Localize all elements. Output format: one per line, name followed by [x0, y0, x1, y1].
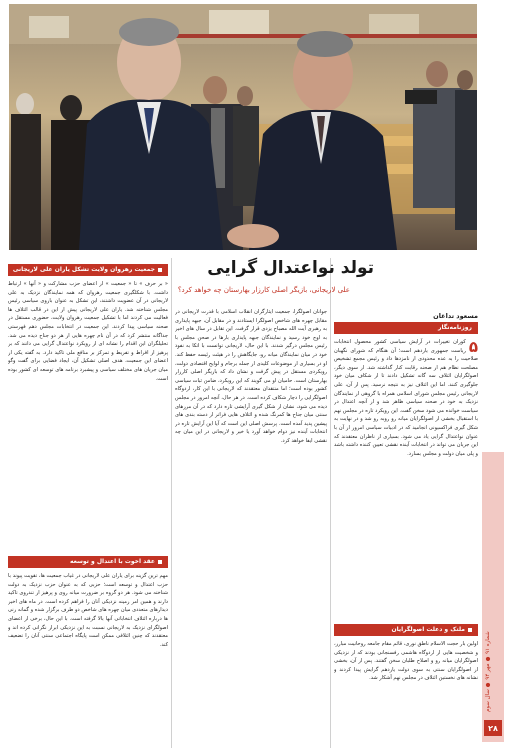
column-right-lower-text: اولین بار حجت الاسلام ناطق نوری، قائم مقام جامعه روحانیت مبارز، و شخصیت هایی از اردوگاه هاشمی رفسنجانی بودند که از نزدیکی اصولگرایان میانه رو و اصلاح طلبان سخن گفتند. پس از آن، بخشی از اصولگرایان سنتی به سوی دولت یازدهم گرایش پیدا کردند و نشانه های نخستین ائتلاف در مجلس نهم آشکار شد. [334, 641, 478, 682]
column-middle-text: جوانان اصولگرا، جمعیت ایثارگران انقلاب اسلامی با قدرت لاریجانی در مقابل چهره های شاخص اصولگرا ایستادند و در مقابل آن، جبهه پایداری به رهبری آیت الله مصباح یزدی قرار گرفت. این تقابل در سال های اخیر به اوج خود رسید و نمایندگان جبهه پایداری بارها در صحن مجلس با رئیس مجلس درگیر شدند. با این حال، لاریجانی توانست با اتکا به نفوذ خود در میان نمایندگان میانه رو، جایگاهش را در هیئت رئیسه حفظ کند. او در بسیاری از موضوعات کلیدی از جمله برجام و لوایح اقتصادی دولت، رویکردی مستقل در پیش گرفت و نشان داد که بازیگر اصلی کارزار بهارستان است. حامیان او می گویند که این رویکرد، ضامن ثبات سیاسی کشور بوده است؛ اما منتقدان معتقدند که لاریجانی با این کار، اردوگاه اصولگرایی را دچار شکاف کرده است. در هر حال، آنچه امروز در مجلس دیده می شود، نشان از شکل گیری آرایشی تازه دارد که در آن مرزهای سنتی میان جناح ها کمرنگ شده و ائتلاف هایی فراتر از دسته بندی های پیشین پدید آمده است. پرسش اصلی این است که آیا این آرایش تازه در انتخابات آینده نیز دوام خواهد آورد یا خیر و لاریجانی در این میان چه نقشی ایفا خواهد کرد. [175, 309, 327, 444]
article-column-right-lower [334, 640, 478, 748]
page-number: ۲۸ [484, 720, 502, 736]
section-head-left [8, 264, 168, 276]
handshake-photo-illustration [9, 4, 477, 250]
section-head-left-label: جمعیت رهروان ولایت تشکل یاران علی لاریجانی [12, 266, 155, 273]
article-photo [9, 4, 477, 250]
column-divider [330, 258, 331, 748]
article-subhead: علی لاریجانی، بازیگر اصلی کارزار بهارستان چه خواهد کرد؟ [177, 286, 350, 294]
column-right-text: کوران تغییرات در آرایش سیاسی کشور محصول انتخابات ریاست جمهوری یازدهم است؛ آن هنگام که شورای نگهبان صلاحیت را به عده محدودی از نامزدها داد و رئیس مجمع تشخیص مصلحت نظام هم از صحنه رقابت کنار گذاشته شد. از سوی دیگر، اصولگرایان ائتلاف سه گانه تشکیل دادند تا از شکاف میان خود جلوگیری کنند. اما این ائتلاف نیز به نتیجه نرسید. پس از آن، علی لاریجانی رئیس مجلس شورای اسلامی همراه با گروهی از نمایندگان نزدیک به خود در صحنه سیاسی ظاهر شد و از آنچه اعتدال در سیاست خوانده می شود سخن گفت. این رویکرد تازه در مجلس نهم با استقبال بخشی از اصولگرایان میانه رو روبه رو شد و در نهایت به شکل گیری فراکسیونی انجامید که در ادبیات سیاسی امروز از آن با عنوان نواعتدال گرایی یاد می شود. بسیاری از ناظران معتقدند که این جریان می تواند در انتخابات آینده نقشی تعیین کننده داشته باشد و پلی میان دولت و مجلس بسازد. [334, 339, 478, 457]
article-headline: تولد نواعتدال گرایی [207, 258, 374, 278]
section-head-left-lower [8, 556, 168, 568]
square-bullet-icon [158, 560, 162, 564]
column-left-text: « بر حرف » تا « جمعیت » از اعضای حزب مشارکت و « آنها » ارتباط داشت. با شکلگیری جمعیت رهروان که همه نمایندگان نزدیک به علی لاریجانی در آن عضویت داشتند، این تشکل به عنوان بازوی سیاسی رئیس مجلس شناخته شد. یاران علی لاریجانی پیش از این در قالب ائتلاف ها فعالیت می کردند اما با تشکیل جمعیت رهروان ولایت، حضوری مستقل در صحنه سیاسی پیدا کردند. این جمعیت در انتخابات مجلس دهم فهرستی جداگانه منتشر کرد که در آن نام چهره هایی از هر دو جناح دیده می شد. تحلیلگران این اقدام را نشانه ای از رویکرد نواعتدال گرایی می دانند که بر پرهیز از افراط و تفریط و تمرکز بر منافع ملی تاکید دارد. به گفته یکی از اعضای این جمعیت، هدف اصلی تشکیل آن، ایجاد فضایی برای گفت وگو میان جریان های مختلف سیاسی و پیشبرد برنامه های توسعه ای کشور بوده است. [8, 281, 168, 382]
square-bullet-icon [158, 268, 162, 272]
section-head-right [334, 624, 478, 636]
section-head-right-label: ملتک و دعلت اصولگرایان [391, 626, 465, 633]
article-column-right [334, 338, 478, 618]
section-head-left-lower-label: عقد اخوت با اعتدال و توسعه [69, 558, 155, 565]
author-name: مسعود تداغان [433, 312, 478, 320]
square-bullet-icon [468, 628, 472, 632]
drop-cap: ۵ [468, 338, 478, 356]
page-margin-strip [482, 452, 504, 742]
author-role-bar: روزنامه‌نگار [334, 322, 478, 334]
issue-info: شماره ۹۱ ● مهر ۹۴ ● سال سوم [485, 631, 491, 712]
article-column-left-lower [8, 572, 168, 748]
article-column-middle [175, 308, 327, 748]
column-left-lower-text: مهم ترین گزینه برای یاران علی لاریجانی در غیاب جمعیت ها، تقویت پیوند با حزب اعتدال و توسعه است؛ حزبی که به عنوان حزب نزدیک به دولت شناخته می شود. هر دو گروه بر ضرورت میانه روی و پرهیز از تندروی تاکید دارند و همین امر زمینه نزدیکی آنان را فراهم کرده است. در ماه های اخیر دیدارهای متعددی میان چهره های شاخص دو طرف برگزار شده و گمانه زنی ها درباره ائتلاف انتخاباتی آنها بالا گرفته است. با این حال، برخی از اعضای اصولگرای نزدیک به لاریجانی نسبت به این نزدیکی ابراز نگرانی کرده اند و معتقدند که چنین ائتلافی ممکن است پایگاه اجتماعی سنتی آنان را تضعیف کند. [8, 573, 168, 648]
article-column-left [8, 280, 168, 538]
column-divider [171, 258, 172, 748]
